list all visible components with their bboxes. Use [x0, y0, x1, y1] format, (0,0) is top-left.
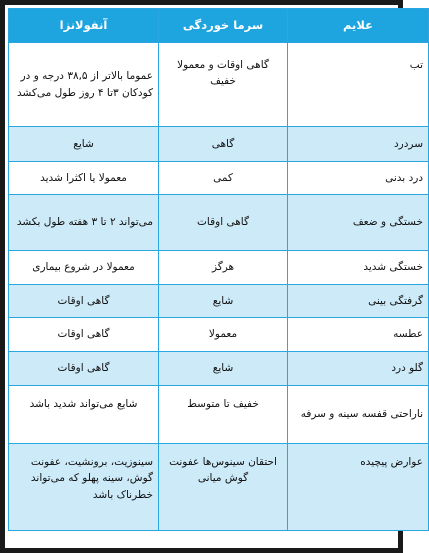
cold-cell: خفیف تا متوسط [159, 386, 288, 444]
flu-cell: سینوزیت، برونشیت، عفونت گوش، سینه پهلو که می‌تواند خطرناک باشد [9, 444, 159, 531]
table-row [9, 195, 429, 251]
symptom-cell: سردرد [288, 127, 429, 162]
cold-cell: گاهی اوقات [159, 195, 288, 251]
flu-cell: شایع می‌تواند شدید باشد [9, 386, 159, 444]
cold-cell: شایع [159, 352, 288, 386]
flu-cell: معمولا در شروع بیماری [9, 251, 159, 285]
symptom-cell: خستگی شدید [288, 251, 429, 285]
cold-cell: گاهی [159, 127, 288, 162]
flu-cell: گاهی اوقات [9, 352, 159, 386]
header-symptoms: علایم [288, 9, 429, 43]
table-row [9, 386, 429, 444]
cold-cell: هرگز [159, 251, 288, 285]
table-header-row [9, 9, 429, 43]
cold-cell: شایع [159, 285, 288, 318]
symptom-cell: گلو درد [288, 352, 429, 386]
symptom-cell: ناراحتی قفسه سینه و سرفه [288, 386, 429, 444]
comparison-table [8, 8, 429, 531]
symptom-cell: گرفتگی بینی [288, 285, 429, 318]
table-row [9, 318, 429, 352]
flu-cell: عموما بالاتر از ۳۸,۵ درجه و در کودکان ۳تا ۴ روز طول می‌کشد [9, 43, 159, 127]
flu-cell: گاهی اوقات [9, 318, 159, 352]
table-row [9, 251, 429, 285]
table-row [9, 43, 429, 127]
flu-cell: می‌تواند ۲ تا ۳ هفته طول بکشد [9, 195, 159, 251]
cold-cell: گاهی اوقات و معمولا خفیف [159, 43, 288, 127]
symptom-cell: خستگی و ضعف [288, 195, 429, 251]
header-flu: آنفولانزا [9, 9, 159, 43]
cold-cell: معمولا [159, 318, 288, 352]
cold-cell: احتقان سینوس‌ها عفونت گوش میانی [159, 444, 288, 531]
table-row [9, 352, 429, 386]
header-cold: سرما خوردگی [159, 9, 288, 43]
table-row [9, 285, 429, 318]
symptom-cell: عطسه [288, 318, 429, 352]
table-row [9, 127, 429, 162]
symptom-cell: درد بدنی [288, 162, 429, 195]
flu-cell: معمولا یا اکثرا شدید [9, 162, 159, 195]
table-row [9, 162, 429, 195]
symptom-cell: تب [288, 43, 429, 127]
symptom-cell: عوارض پیچیده [288, 444, 429, 531]
cold-cell: کمی [159, 162, 288, 195]
table-row [9, 444, 429, 531]
flu-cell: شایع [9, 127, 159, 162]
flu-cell: گاهی اوقات [9, 285, 159, 318]
